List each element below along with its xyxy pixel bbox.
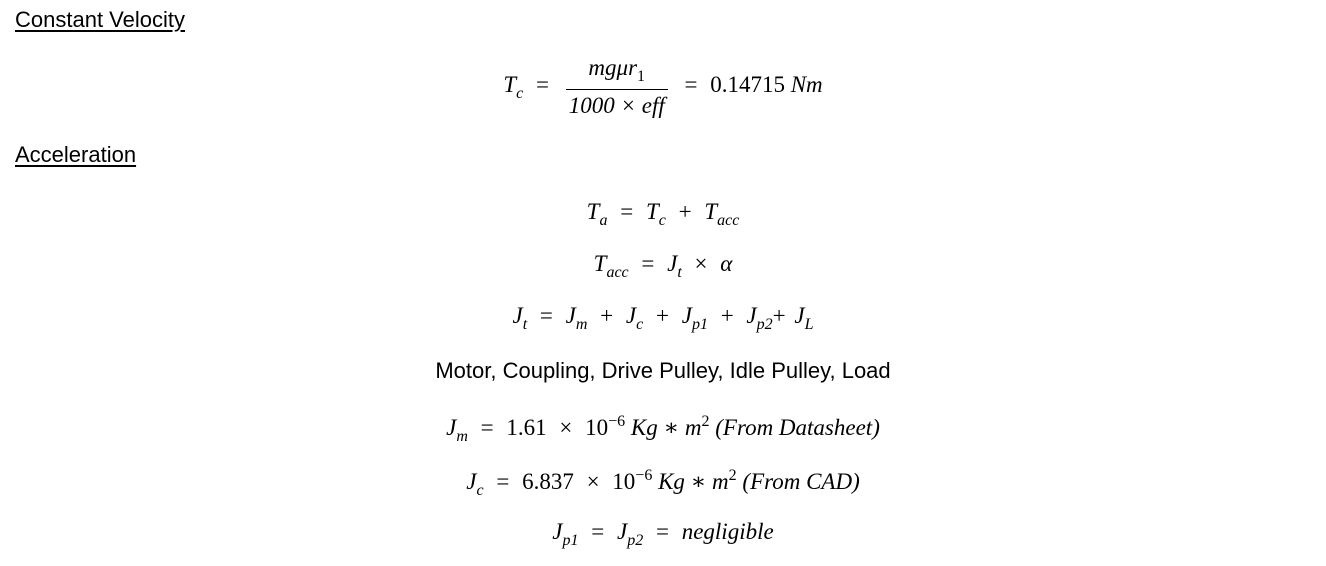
exponent: 2 [701,413,710,430]
equation-constant-torque [0,56,1326,117]
subscript: p1 [691,316,708,333]
numerator-text: mgμr [588,55,638,80]
subscript: acc [717,212,740,229]
subscript: m [456,428,468,445]
fraction-numerator [566,56,668,90]
coefficient: 1.61 [506,415,547,440]
symbol: T [586,199,600,224]
subscript: c [476,482,484,499]
subscript-text: p1 [562,532,579,549]
symbol: J [746,303,757,328]
symbol: J [794,303,805,328]
symbol: J [617,519,628,544]
symbol: J [667,251,678,276]
symbol: J [565,303,576,328]
operator: = [535,71,549,97]
subscript: c [636,316,644,333]
operator: = [620,199,634,224]
symbol: J [466,469,477,494]
subscript: c [516,84,524,102]
operator: = [641,251,655,276]
source-note: (From Datasheet) [715,415,880,440]
subscript: c [658,212,666,229]
subscript-text: p2 [627,532,644,549]
operator: = [496,469,510,494]
base: 10 [585,415,609,440]
subscript: 1 [637,68,646,85]
operator: = [655,519,669,544]
section-heading-constant-velocity: Constant Velocity [15,7,185,32]
symbol: T [503,71,517,97]
result-value: 0.14715 [710,71,785,97]
subscript: acc [606,264,629,281]
base: 10 [612,469,636,494]
symbol: J [446,415,457,440]
operator: × [559,415,573,440]
equation-acceleration-torque [0,252,1326,281]
symbol: J [552,519,563,544]
equation-total-inertia [0,304,1326,333]
operator: + [600,303,614,328]
operator: = [539,303,553,328]
symbol: α [720,251,733,276]
unit: Kg ∗ m [658,469,729,494]
coefficient: 6.837 [522,469,574,494]
exponent: −6 [635,467,653,484]
operator: + [720,303,734,328]
operator: = [591,519,605,544]
exponent: −6 [608,413,626,430]
equation-total-torque [0,200,1326,229]
operator: + [678,199,692,224]
subscript: a [599,212,608,229]
symbol: T [645,199,659,224]
subscript: L [804,316,814,333]
symbol: J [625,303,637,328]
symbol: T [593,251,607,276]
equation-motor-inertia [0,414,1326,445]
unit: Nm [790,71,823,97]
unit: Kg ∗ m [630,415,702,440]
exponent: 2 [728,467,737,484]
fraction [566,56,668,117]
operator: × [694,251,708,276]
subscript: t [522,316,528,333]
source-note: (From CAD) [742,469,860,494]
subscript: m [575,316,588,333]
value: negligible [681,519,774,544]
subscript [627,532,643,549]
symbol: J [512,303,523,328]
fraction-denominator: 1000 × eff [568,93,665,118]
subscript: t [677,264,682,281]
subscript [563,532,579,549]
equation-pulley-inertia [0,520,1326,549]
operator: + [655,303,669,328]
section-heading-acceleration: Acceleration [15,142,137,167]
operator: = [684,71,698,97]
symbol: J [681,303,692,328]
equation-coupling-inertia [0,468,1326,499]
operator: = [480,415,494,440]
subscript: p2 [756,316,773,333]
components-list: Motor, Coupling, Drive Pulley, Idle Pulley, Load [435,358,891,383]
symbol: T [704,199,718,224]
operator: × [586,469,600,494]
operator: + [772,303,786,328]
